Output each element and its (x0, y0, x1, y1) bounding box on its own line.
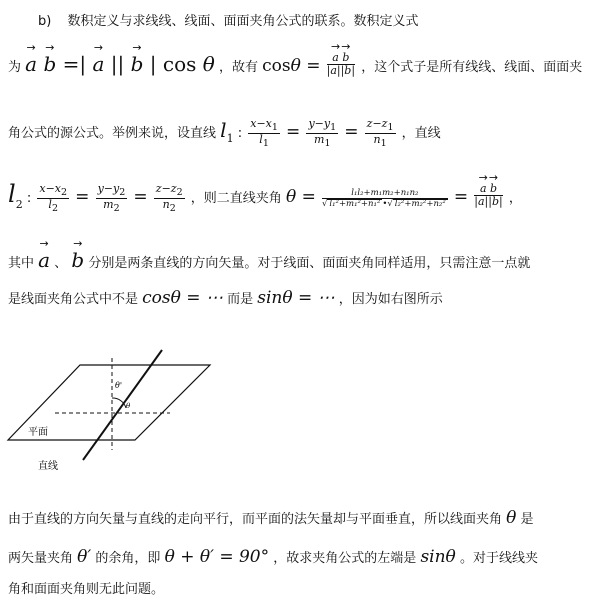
l2-fraction-y (96, 183, 128, 214)
vector-fraction-den: |a||b| (474, 195, 503, 208)
theta-symbol: θ (506, 508, 517, 528)
line-9-text: 角和面面夹角则无此问题。 (8, 582, 165, 597)
den-root-1: l₁²+m₁²+n₁² (329, 198, 381, 209)
vector-fraction: → $\frac{a \to b}{|a||b|}$ (474, 183, 502, 207)
f3-num-sub: 2 (176, 187, 183, 199)
line-8-pre: 两矢量夹角 (8, 551, 74, 566)
f3-den: n (373, 133, 381, 147)
theta-label: θ (126, 402, 131, 410)
l1-sub: 1 (226, 132, 234, 146)
f1-num: x−x (250, 117, 272, 130)
line-2-post: ，这个式子是所有线线、线面、面面夹 (361, 60, 583, 75)
l1-fraction-y (306, 118, 338, 149)
l1-letter: l (220, 118, 227, 143)
f1-num: x−x (39, 181, 61, 195)
dot-product-definition: → a → b =| → a || → b | cos θ (25, 52, 215, 76)
line-2 (8, 52, 582, 77)
line-8-mid: 的余角，即 (95, 551, 161, 566)
line-5-post: 分别是两条直线的方向矢量。对于线面、面面夹角同样适用，只需注意一点就 (88, 256, 531, 271)
f1-num-sub: 1 (271, 122, 278, 134)
line-8 (8, 547, 538, 567)
line-6-mid: 而是 (227, 292, 254, 307)
l2-sub: 2 (15, 197, 23, 211)
line-1-text: 数积定义与求线线、线面、面面夹角公式的联系。数积定义式 (67, 14, 419, 29)
angle-arc (112, 398, 126, 408)
angle-fraction-num: l₁l₂+m₁m₂+n₁n₂ (322, 189, 448, 199)
l2-fraction-x (37, 183, 69, 214)
line-5-pre: 其中 (8, 256, 35, 271)
line-plane-diagram (0, 340, 220, 480)
f2-num: y−y (97, 181, 120, 195)
f2-den: m (103, 198, 114, 211)
line-3-post: ，直线 (401, 126, 441, 142)
f2-num-sub: 2 (119, 187, 126, 199)
theta-eq: θ = (285, 187, 316, 207)
line-l1 (220, 118, 234, 146)
line-4-mid: ，则二直线夹角 (190, 191, 282, 206)
eq-sign: = (75, 187, 90, 207)
f1-den: l (48, 198, 52, 211)
line-2-mid: ，故有 (218, 60, 258, 75)
l2-letter: l (8, 180, 16, 208)
line-4 (8, 180, 522, 214)
cos-fraction: → $\frac{a \to b}{|a||b|}$ (327, 52, 355, 76)
f2-den: m (314, 133, 325, 147)
f3-num-sub: 1 (387, 122, 394, 134)
line-6-pre: 是线面夹角公式中不是 (8, 292, 139, 307)
f1-den: l (259, 133, 263, 147)
cos-fraction-den: |a||b| (326, 64, 356, 77)
line-7-text: 由于直线的方向矢量与直线的走向平行，而平面的法矢量却与平面垂直，所以线面夹角 (8, 512, 503, 527)
f2-num-sub: 1 (330, 122, 337, 134)
l1-fraction-z (365, 118, 396, 149)
line-6-post: ，因为如右图所示 (338, 292, 443, 307)
den-root-2: l₂²+m₂²+n₂² (394, 198, 446, 209)
eq-sign: = (133, 187, 148, 207)
f3-num: z−z (366, 117, 388, 130)
vector-a: → a (38, 248, 50, 272)
f3-num: z−z (155, 181, 177, 195)
f3-den-sub: 1 (380, 138, 387, 150)
f1-den-sub: 1 (262, 138, 269, 150)
line-5 (8, 248, 530, 272)
f2-num: y−y (308, 117, 331, 130)
line-1 (38, 10, 418, 29)
f2-den-sub: 2 (113, 203, 120, 215)
line-7 (8, 508, 534, 528)
plane-label: 平面 (28, 427, 48, 438)
line-8-mid2: ，故求夹角公式的左端是 (273, 551, 417, 566)
line-label: 直线 (38, 461, 58, 472)
line-3 (8, 118, 441, 149)
line-5-sep: 、 (54, 256, 68, 271)
item-label: b) (38, 14, 52, 29)
sin-theta: sinθ (420, 547, 456, 567)
line-l2 (8, 180, 23, 211)
line-2-pre: 为 (8, 60, 22, 75)
sin-expression: sinθ = ⋯ (257, 288, 335, 308)
eq-sign: = (286, 122, 301, 143)
theta-prime-symbol: θ′ (77, 547, 92, 567)
line-6 (8, 288, 443, 308)
straight-line (83, 350, 162, 460)
line-7-post: 是 (520, 512, 534, 527)
angle-sum-equation: θ + θ′ = 90° (164, 547, 270, 567)
cos-expression: cosθ = ⋯ (142, 288, 223, 308)
f1-num-sub: 2 (60, 187, 68, 199)
line-3-pre: 角公式的源公式。举例来说，设直线 (8, 126, 217, 142)
f2-den-sub: 1 (324, 138, 331, 150)
line-9 (8, 578, 164, 597)
l1-fraction-x (248, 118, 280, 149)
line-8-post: 。对于线线夹 (459, 551, 538, 566)
f3-den-sub: 2 (169, 203, 176, 215)
theta-prime-label: θ' (115, 381, 123, 390)
den-dot: • (382, 198, 388, 209)
line-4-colon: : (26, 191, 32, 206)
f3-den: n (162, 198, 170, 211)
line-4-post: ， (508, 191, 522, 206)
l2-fraction-z (154, 183, 185, 214)
vector-b: → b (71, 248, 84, 272)
cos-formula: cosθ = (262, 56, 321, 76)
angle-fraction: $\frac{\text{l₁l₂+m₁m₂+n₁n₂}}{\text{√ l₁²+m₁²+n₁² •√ l₂²+m₂²+n₂²}}$ (321, 187, 446, 209)
eq-sign-2: = (453, 187, 469, 207)
f1-den-sub: 2 (51, 203, 58, 215)
eq-sign: = (344, 122, 359, 143)
line-3-colon: : (237, 126, 243, 142)
